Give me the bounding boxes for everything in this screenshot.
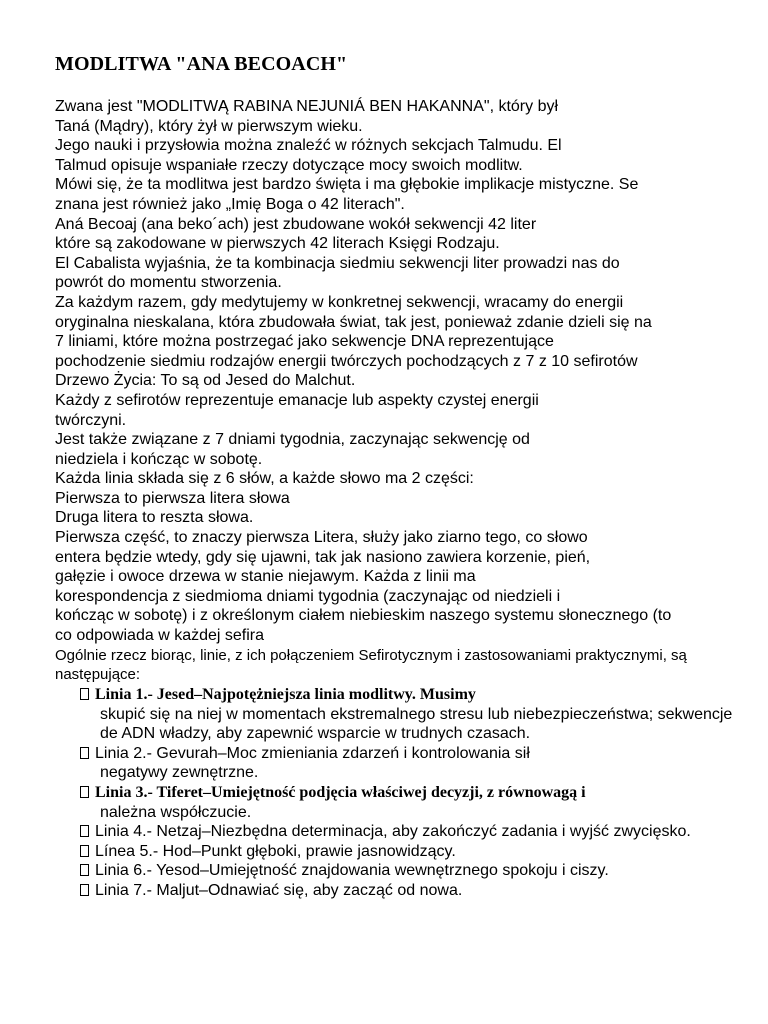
- paragraph-line: Pierwsza część, to znaczy pierwsza Litera, służy jako ziarno tego, co słowo: [55, 529, 588, 547]
- paragraph-line: kończąc w sobotę) i z określonym ciałem niebieskim naszego systemu słonecznego (to: [55, 607, 672, 625]
- paragraph-line: Jest także związane z 7 dniami tygodnia, zaczynając sekwencję od: [55, 431, 530, 449]
- paragraph-line: Jego nauki i przysłowia można znaleźć w różnych sekcjach Talmudu. El: [55, 137, 562, 155]
- paragraph-line: korespondencja z siedmioma dniami tygodnia (zaczynając od niedzieli i: [55, 587, 561, 605]
- list-item-line-2-continuation: negatywy zewnętrzne.: [100, 764, 259, 782]
- list-item-line-1-continuation-2: de ADN władzy, aby zapewnić wsparcie w trudnych czasach.: [100, 725, 531, 743]
- list-item-label: Linia 1.: [95, 686, 148, 703]
- bullet-box-icon: [80, 786, 89, 798]
- bullet-box-icon: [80, 864, 89, 876]
- list-item-text: - Jesed–Najpotężniejsza linia modlitwy. Musimy: [147, 686, 476, 703]
- bullet-box-icon: [80, 884, 89, 896]
- list-item-line-6: [55, 861, 768, 881]
- bullet-box-icon: [80, 845, 89, 857]
- list-item-line-4: [55, 822, 768, 842]
- list-item-text: - Tiferet–Umiejętność podjęcia właściwej decyzji, z równowagą i: [147, 783, 586, 801]
- paragraph-line: powrót do momentu stworzenia.: [55, 274, 282, 292]
- list-item-text: Linia 7.- Maljut–Odnawiać się, aby zacząć od nowa.: [95, 881, 463, 899]
- bullet-box-icon: [80, 825, 89, 837]
- paragraph-line: entera będzie wtedy, gdy się ujawni, tak jak nasiono zawiera korzenie, pień,: [55, 548, 591, 566]
- paragraph-line: pochodzenie siedmiu rodzajów energii twórczych pochodzących z 7 z 10 sefirotów: [55, 352, 638, 370]
- paragraph-line: Każda linia składa się z 6 słów, a każde słowo ma 2 części:: [55, 470, 474, 488]
- paragraph-line: Pierwsza to pierwsza litera słowa: [55, 489, 290, 507]
- paragraph-line: znana jest również jako „Imię Boga o 42 literach".: [55, 195, 405, 213]
- list-item-line-3-continuation: należna współczucie.: [100, 803, 252, 821]
- document-title: MODLITWA "ANA BECOACH": [55, 53, 348, 75]
- paragraph-line: Druga litera to reszta słowa.: [55, 509, 254, 527]
- list-item-label: Linia 3.: [95, 783, 148, 801]
- paragraph-line: oryginalna nieskalana, która zbudowała świat, tak jest, ponieważ zdanie dzieli się na: [55, 313, 652, 331]
- list-item-text: Linia 2.- Gevurah–Moc zmieniania zdarzeń i kontrolowania sił: [95, 744, 530, 762]
- paragraph-line: Za każdym razem, gdy medytujemy w konkretnej sekwencji, wracamy do energii: [55, 293, 624, 311]
- list-item-line-1-continuation: skupić się na niej w momentach ekstremalnego stresu lub niebezpieczeństwa; sekwencje: [100, 705, 733, 723]
- list-item-text: Linia 6.- Yesod–Umiejętność znajdowania wewnętrznego spokoju i ciszy.: [95, 862, 609, 880]
- paragraph-line: niedziela i kończąc w sobotę.: [55, 450, 263, 468]
- paragraph-line: Mówi się, że ta modlitwa jest bardzo święta i ma głębokie implikacje mistyczne. Se: [55, 176, 639, 194]
- paragraph-line: Talmud opisuje wspaniałe rzeczy dotyczące mocy swoich modlitw.: [55, 156, 523, 174]
- paragraph-line: 7 liniami, które można postrzegać jako sekwencje DNA reprezentujące: [55, 333, 554, 351]
- document-body: [55, 97, 768, 685]
- paragraph-line: Każdy z sefirotów reprezentuje emanacje lub aspekty czystej energii: [55, 391, 539, 409]
- list-item-line-2: [55, 744, 768, 764]
- paragraph-line: El Cabalista wyjaśnia, że ta kombinacja siedmiu sekwencji liter prowadzi nas do: [55, 254, 620, 272]
- list-item-line-5: [55, 842, 768, 862]
- intro-paragraph: [55, 646, 768, 685]
- paragraph: [55, 97, 768, 646]
- bullet-box-icon: [80, 688, 89, 700]
- paragraph-line: co odpowiada w każdej sefira: [55, 627, 265, 645]
- paragraph-line: Aná Becoaj (ana beko´ach) jest zbudowane wokół sekwencji 42 liter: [55, 215, 537, 233]
- paragraph-line: Taná (Mądry), który żył w pierwszym wieku.: [55, 117, 363, 135]
- paragraph-line: gałęzie i owoce drzewa w stanie niejawym. Każda z linii ma: [55, 568, 476, 586]
- paragraph-line: twórczyni.: [55, 411, 127, 429]
- list-item-text: Línea 5.- Hod–Punkt głęboki, prawie jasnowidzący.: [95, 842, 456, 860]
- list-item-line-1: [55, 685, 768, 705]
- paragraph-line: które są zakodowane w pierwszych 42 literach Księgi Rodzaju.: [55, 235, 500, 253]
- paragraph-line: Zwana jest "MODLITWĄ RABINA NEJUNIÁ BEN HAKANNA", który był: [55, 98, 559, 115]
- lines-list: [55, 685, 768, 901]
- intro-line: następujące:: [55, 666, 141, 684]
- bullet-box-icon: [80, 747, 89, 759]
- list-item-line-3: [55, 783, 768, 803]
- list-item-line-7: [55, 881, 768, 901]
- intro-line: Ogólnie rzecz biorąc, linie, z ich połączeniem Sefirotycznym i zastosowaniami praktycznymi, są: [55, 646, 687, 664]
- paragraph-line: Drzewo Życia: To są od Jesed do Malchut.: [55, 372, 356, 390]
- list-item-text: Linia 4.- Netzaj–Niezbędna determinacja, aby zakończyć zadania i wyjść zwycięsko.: [95, 823, 691, 841]
